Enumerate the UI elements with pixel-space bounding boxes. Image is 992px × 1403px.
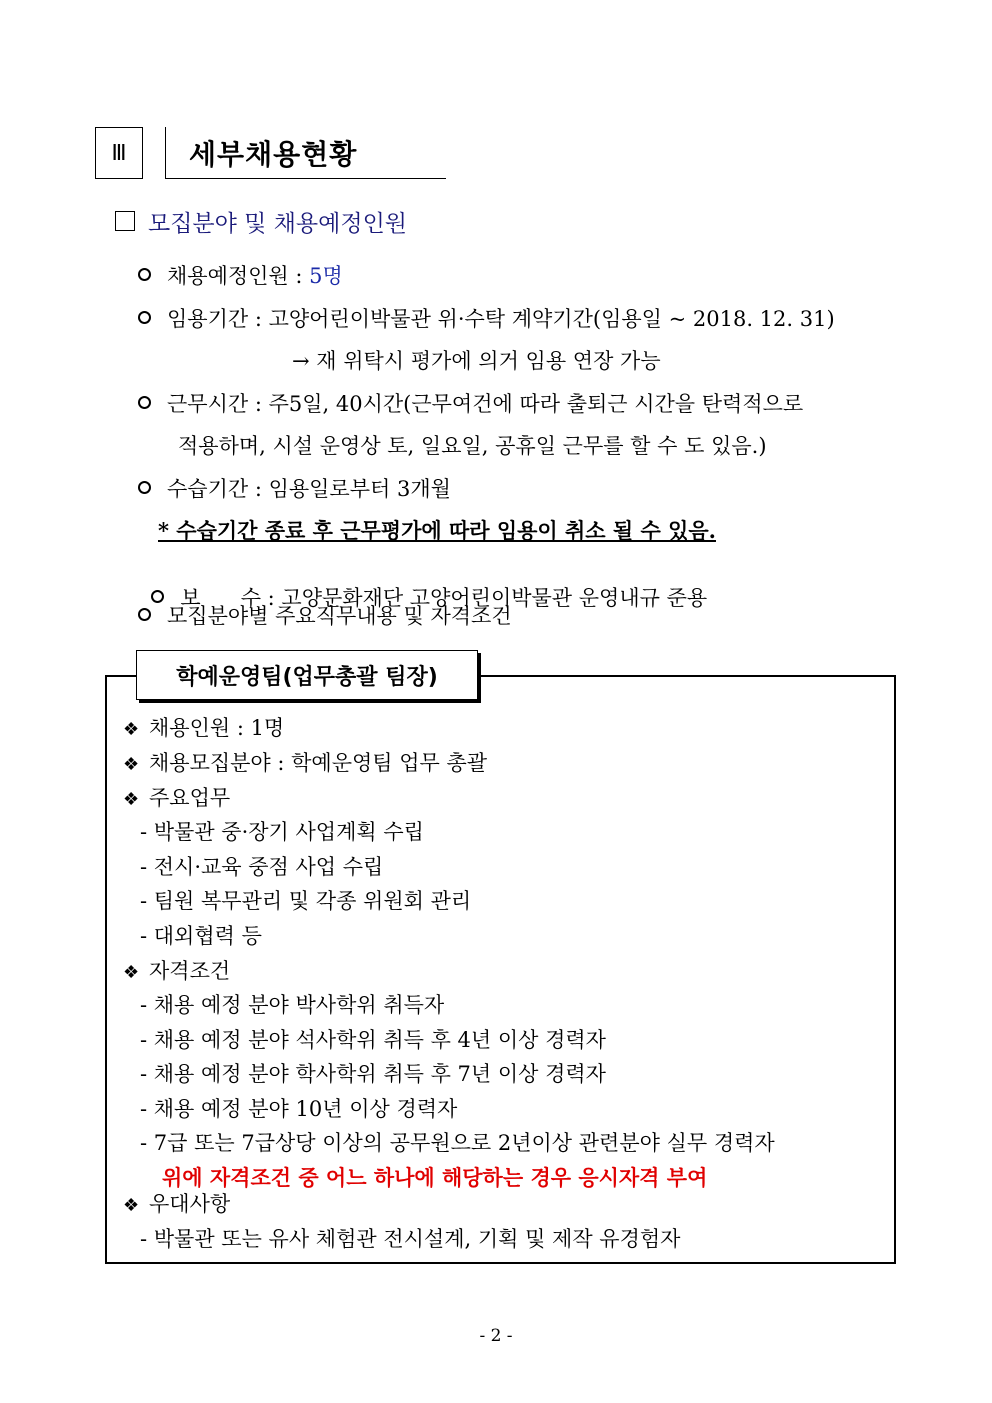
duties-heading: 모집분야별 주요직무내용 및 자격조건	[167, 604, 512, 628]
headcount-label: 채용예정인원 :	[167, 264, 310, 288]
list-item: - 채용 예정 분야 석사학위 취득 후 4년 이상 경력자	[140, 1028, 606, 1052]
section-underline	[165, 178, 446, 179]
hours-line1: 근무시간 : 주5일, 40시간(근무여건에 따라 출퇴근 시간을 탄력적으로	[167, 392, 804, 416]
period-text: 임용기간 : 고양어린이박물관 위·수탁 계약기간(임용일 ~ 2018. 12. 31)	[167, 307, 835, 331]
hire-text: 채용인원 : 1명	[149, 716, 285, 740]
list-item: - 대외협력 등	[140, 924, 262, 948]
list-item: - 채용 예정 분야 학사학위 취득 후 7년 이상 경력자	[140, 1062, 606, 1086]
subsection-title: 모집분야 및 채용예정인원	[148, 211, 408, 237]
list-item: - 박물관 또는 유사 체험관 전시설계, 기획 및 제작 유경험자	[140, 1227, 681, 1251]
field-row	[123, 747, 487, 777]
field-text: 채용모집분야 : 학예운영팀 업무 총괄	[149, 751, 488, 775]
list-item: - 전시·교육 중점 사업 수립	[140, 855, 384, 879]
page-number: - 2 -	[479, 1326, 513, 1346]
circle-bullet-icon	[138, 608, 151, 621]
qual-title-row	[123, 955, 230, 985]
headcount-value: 5명	[309, 264, 343, 288]
probation-text: 수습기간 : 임용일로부터 3개월	[167, 477, 451, 501]
qual-title: 자격조건	[149, 959, 231, 983]
section-title: 세부채용현황	[189, 138, 358, 171]
circle-bullet-icon	[138, 481, 151, 494]
qual-note: 위에 자격조건 중 어느 하나에 해당하는 경우 응시자격 부여	[162, 1165, 708, 1190]
circle-bullet-icon	[138, 268, 151, 281]
list-item: - 채용 예정 분야 박사학위 취득자	[140, 993, 445, 1017]
circle-bullet-icon	[138, 396, 151, 409]
list-item: - 7급 또는 7급상당 이상의 공무원으로 2년이상 관련분야 실무 경력자	[140, 1131, 775, 1155]
list-item: - 채용 예정 분야 10년 이상 경력자	[140, 1097, 458, 1121]
duties-title-row	[123, 782, 230, 812]
list-item: - 팀원 복무관리 및 각종 위원회 관리	[140, 889, 472, 913]
checkbox-square-icon	[115, 211, 135, 231]
probation-item	[138, 473, 451, 503]
diamond-bullet-icon: ❖	[123, 1195, 140, 1216]
duties-heading-item	[138, 600, 512, 630]
duties-title: 주요업무	[149, 786, 231, 810]
team-box-label: 학예운영팀(업무총괄 팀장)	[136, 650, 478, 700]
period-item	[138, 303, 835, 333]
section-divider	[165, 127, 166, 179]
pay-text: 보 수 : 고양문화재단 고양어린이박물관 운영내규 준용	[180, 586, 708, 610]
probation-note: * 수습기간 종료 후 근무평가에 따라 임용이 취소 될 수 있음.	[158, 518, 716, 543]
diamond-bullet-icon: ❖	[123, 719, 140, 740]
pref-title-row	[123, 1188, 230, 1218]
period-note: → 재 위탁시 평가에 의거 임용 연장 가능	[292, 349, 661, 373]
diamond-bullet-icon: ❖	[123, 962, 140, 983]
diamond-bullet-icon: ❖	[123, 754, 140, 775]
list-item: - 박물관 중·장기 사업계획 수립	[140, 820, 424, 844]
section-number: Ⅲ	[95, 127, 143, 179]
hours-item	[138, 388, 803, 418]
headcount-item	[138, 260, 343, 290]
pref-title: 우대사항	[149, 1192, 231, 1216]
circle-bullet-icon	[138, 311, 151, 324]
diamond-bullet-icon: ❖	[123, 789, 140, 810]
hours-line2: 적용하며, 시설 운영상 토, 일요일, 공휴일 근무를 할 수 도 있음.)	[178, 434, 767, 458]
hire-row	[123, 712, 284, 742]
